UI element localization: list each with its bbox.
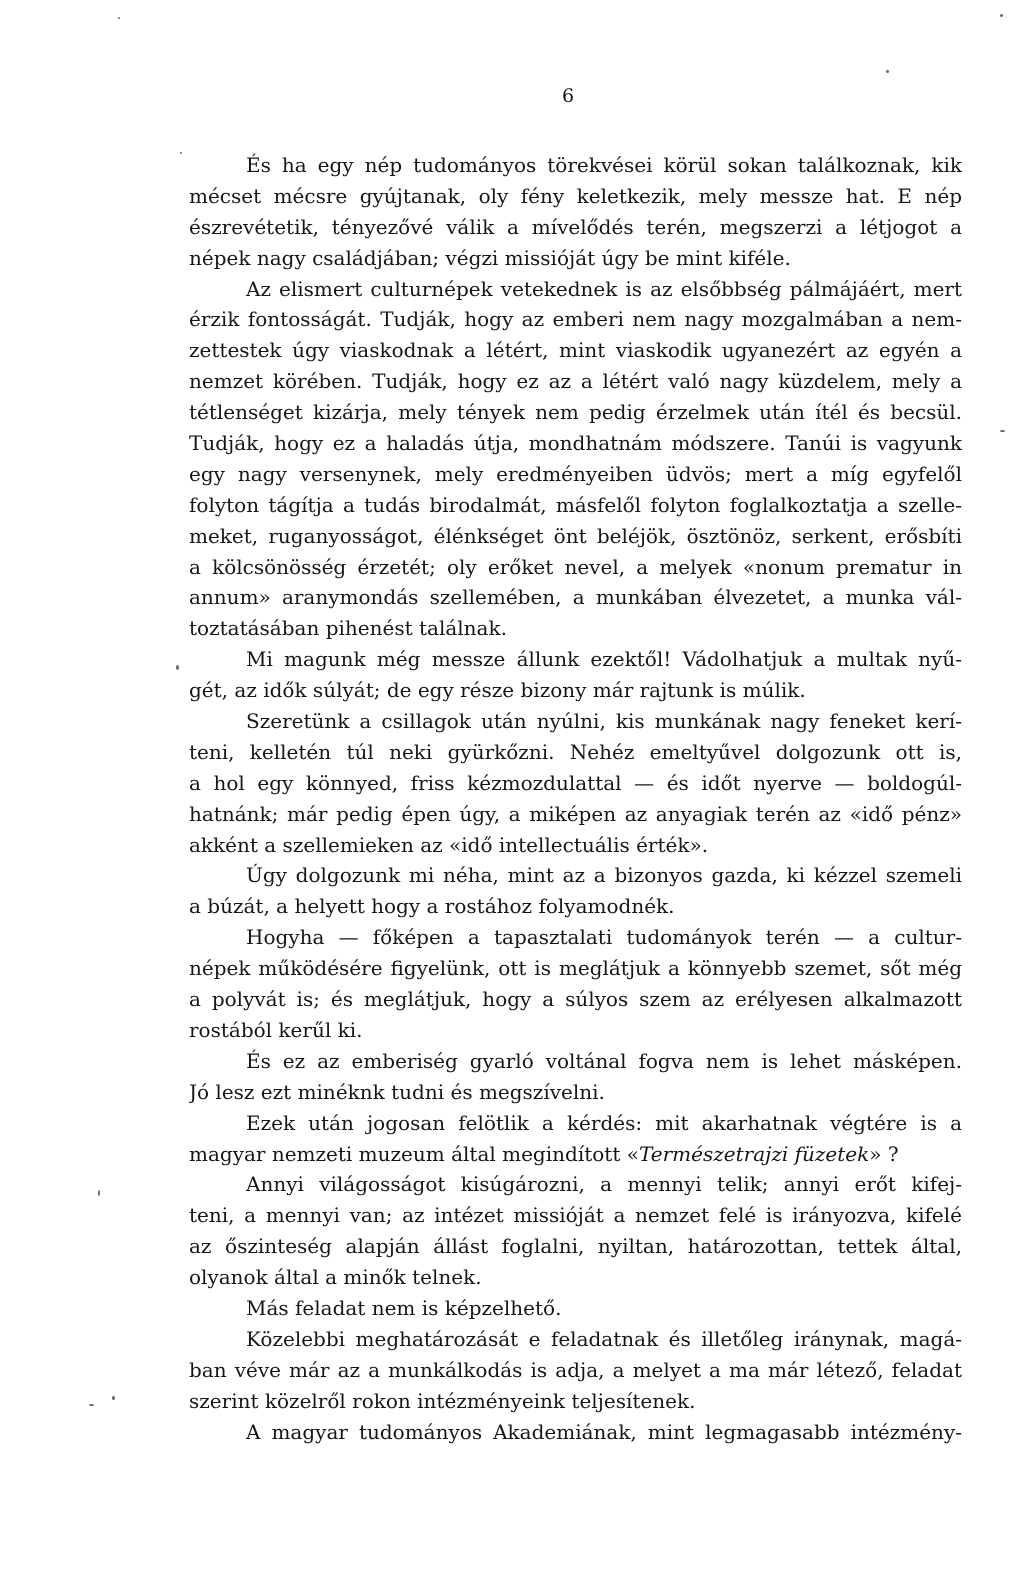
scan-speck [1000, 14, 1003, 17]
text-line [189, 1324, 962, 1355]
text-line-content: Közelebbi meghatározását e feladatnak és illetőleg iránynak, magá- [246, 1326, 962, 1351]
scan-speck [1000, 430, 1005, 432]
text-line [189, 1139, 962, 1170]
text-line-content: népek nagy családjában; végzi missióját úgy be mint kiféle. [189, 245, 791, 270]
text-line [189, 1169, 962, 1200]
text-line [189, 1386, 962, 1417]
text-line [189, 706, 962, 737]
text-line [189, 150, 962, 181]
text-line-content: Jó lesz ezt minéknk tudni és megszívelni. [189, 1079, 605, 1104]
text-line-content: hatnánk; már pedig épen úgy, a miképen az anyagiak terén az «idő pénz» [189, 801, 962, 826]
text-line-content: meket, ruganyosságot, élénkséget önt beléjök, ösztönöz, serkent, erősbíti [189, 523, 962, 548]
text-line-content: gét, az idők súlyát; de egy része bizony már rajtunk is múlik. [189, 678, 806, 703]
text-line-content: magyar nemzeti muzeum által megindított « [189, 1141, 639, 1166]
text-line [189, 860, 962, 891]
text-line-content: olyanok által a minők telnek. [189, 1265, 482, 1290]
text-line [189, 737, 962, 768]
text-line [189, 1046, 962, 1077]
text-line [189, 212, 962, 243]
text-line [189, 274, 962, 305]
text-line [189, 768, 962, 799]
text-line [189, 552, 962, 583]
text-line [189, 953, 962, 984]
text-line-content: És ha egy nép tudományos törekvései körül sokan találkoznak, kik [246, 153, 962, 177]
text-line [189, 1200, 962, 1231]
text-line [189, 1077, 962, 1108]
text-line-content: teni, kelletén túl neki gyürkőzni. Nehéz emeltyűvel dolgozunk ott is, [189, 739, 962, 764]
text-line-content: érzik fontosságát. Tudják, hogy az emberi nem nagy mozgalmában a nem- [189, 307, 962, 332]
text-line [189, 521, 962, 552]
text-line-content: folyton tágítja a tudás birodalmát, másfelől folyton foglalkoztatja a szelle- [189, 492, 962, 517]
scan-speck [176, 665, 179, 670]
scan-speck [118, 17, 120, 19]
text-line [189, 181, 962, 212]
text-line-tail: » ? [869, 1141, 899, 1166]
text-line-content: tétlenséget kizárja, mely tények nem pedig érzelmek után ítél és becsül. [189, 400, 962, 425]
text-line-content: népek működésére figyelünk, ott is meglátjuk a könnyebb szemet, sőt még [189, 956, 962, 981]
text-line [189, 922, 962, 953]
text-line-content: zettestek úgy viaskodnak a létért, mint viaskodik ugyanezért az egyén a [189, 338, 962, 363]
text-line [189, 1231, 962, 1262]
text-line [189, 675, 962, 706]
text-line-content: Ezek után jogosan felötlik a kérdés: mit akarhatnak végtére is a [246, 1110, 962, 1135]
text-line [189, 428, 962, 459]
text-line-content: a polyvát is; és meglátjuk, hogy a súlyos szem az erélyesen alkalmazott [189, 987, 962, 1012]
text-line [189, 1355, 962, 1386]
text-line-content: észrevétetik, tényezővé válik a mívelődés terén, megszerzi a létjogot a [189, 214, 962, 239]
text-line [189, 1108, 962, 1139]
journal-title: Természetrajzi füzetek [638, 1141, 870, 1166]
text-line [189, 459, 962, 490]
text-line [189, 243, 962, 274]
text-line-content: Úgy dolgozunk mi néha, mint az a bizonyos gazda, ki kézzel szemeli [246, 863, 962, 888]
text-line-content: a hol egy könnyed, friss kézmozdulattal — és időt nyerve — boldogúl- [189, 770, 962, 795]
text-line [189, 799, 962, 830]
text-line-content: teni, a mennyi van; az intézet missióját a nemzet felé is irányozva, kifelé [189, 1203, 962, 1228]
scan-speck [98, 1190, 100, 1196]
text-line-content: a kölcsönösség érzetét; oly erőket nevel, a melyek «nonum prematur in [189, 554, 962, 579]
text-line-content: mécset mécsre gyújtanak, oly fény keletkezik, mely messze hat. E nép [189, 183, 962, 208]
scan-speck [886, 70, 889, 73]
text-line [189, 891, 962, 922]
text-line [189, 335, 962, 366]
text-line-content: Mi magunk még messze állunk ezektől! Vádolhatjuk a multak nyű- [246, 647, 962, 672]
text-line-content: akként a szellemieken az «idő intellectuális érték». [189, 832, 709, 857]
text-line-content: rostából kerűl ki. [189, 1017, 363, 1042]
text-line [189, 397, 962, 428]
text-line-content: szerint közelről rokon intézményeink teljesítenek. [189, 1388, 696, 1413]
text-line [189, 304, 962, 335]
text-line [189, 1015, 962, 1046]
text-line [189, 1262, 962, 1293]
text-line-content: Tudják, hogy ez a haladás útja, mondhatnám módszere. Tanúi is vagyunk [189, 431, 962, 456]
text-line-content: ban véve már az a munkálkodás is adja, a melyet a ma már létező, feladat [189, 1357, 962, 1382]
text-line-content: Szeretünk a csillagok után nyúlni, kis munkának nagy feneket kerí- [246, 709, 962, 734]
text-line-content: annum» aranymondás szellemében, a munkában élvezetet, a munka vál- [189, 585, 962, 610]
text-line-content: nemzet körében. Tudják, hogy ez az a létért való nagy küzdelem, mely a [189, 369, 962, 394]
text-line [189, 644, 962, 675]
text-line-content: Más feladat nem is képzelhető. [246, 1295, 562, 1320]
body-text [189, 150, 962, 1447]
text-line-content: Hogyha — főképen a tapasztalati tudományok terén — a cultur- [246, 925, 962, 950]
scan-speck [89, 1404, 94, 1406]
text-line [189, 830, 962, 861]
text-line [189, 490, 962, 521]
scan-speck [112, 1396, 115, 1400]
text-line-content: az őszinteség alapján állást foglalni, nyiltan, határozottan, tettek által, [189, 1234, 962, 1259]
text-line-content: Az elismert culturnépek vetekednek is az elsőbbség pálmájáért, mert [246, 276, 962, 301]
text-line [189, 366, 962, 397]
text-line-content: a búzát, a helyett hogy a rostához folyamodnék. [189, 894, 675, 919]
text-line-content: A magyar tudományos Akademiának, mint legmagasabb intézmény- [246, 1419, 962, 1444]
text-line-content: egy nagy versenynek, mely eredményeiben üdvös; mert a míg egyfelől [189, 461, 962, 486]
text-line [189, 1417, 962, 1448]
text-line [189, 582, 962, 613]
text-line-content: toztatásában pihenést találnak. [189, 616, 507, 641]
text-line-content: Annyi világosságot kisúgározni, a mennyi telik; annyi erőt kifej- [246, 1172, 962, 1197]
page-number: 6 [561, 85, 575, 107]
text-line-content: És ez az emberiség gyarló voltánal fogva nem is lehet másképen. [246, 1048, 962, 1073]
text-line [189, 984, 962, 1015]
text-line [189, 613, 962, 644]
text-line [189, 1293, 962, 1324]
scan-speck [180, 152, 182, 154]
